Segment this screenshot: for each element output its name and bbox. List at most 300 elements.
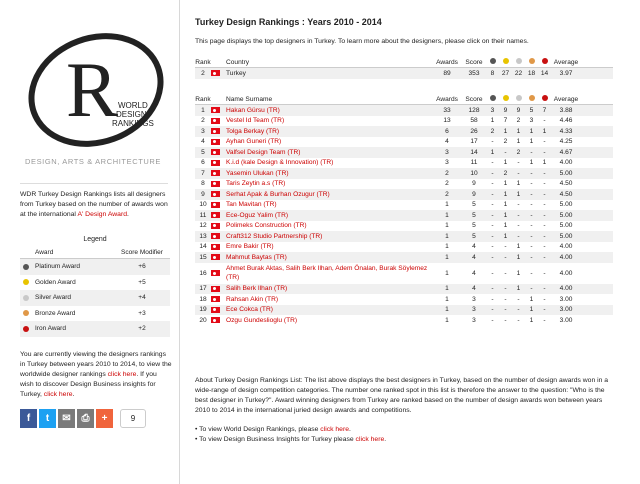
medal-count-cell: 1 xyxy=(503,159,508,167)
medal-count-cell: 1 xyxy=(542,159,547,167)
medal-count-cell: - xyxy=(491,159,494,167)
score-cell: 5 xyxy=(472,201,476,209)
twitter-icon: t xyxy=(45,413,50,424)
table-row xyxy=(195,210,613,221)
medal-count-cell: - xyxy=(530,169,533,177)
score-cell: 9 xyxy=(472,180,476,188)
designer-link[interactable]: Taris Zeytin a.s (TR) xyxy=(226,180,286,188)
turkey-flag-icon xyxy=(211,244,220,250)
rank-cell: 18 xyxy=(199,295,207,303)
medal-count-cell: - xyxy=(517,159,520,167)
turkey-flag-icon xyxy=(211,160,220,166)
world-rankings-line xyxy=(195,425,615,435)
rank-cell: 2 xyxy=(201,69,205,77)
designer-link[interactable]: Serhat Apak & Burhan Özugur (TR) xyxy=(226,190,330,198)
legend-header-award: Award xyxy=(35,249,54,256)
designer-link[interactable]: Mahmut Baytas (TR) xyxy=(226,253,287,261)
average-cell: 4.33 xyxy=(559,127,573,135)
worldwide-rankings-link[interactable]: click here xyxy=(107,371,137,378)
medal-count-cell: 27 xyxy=(501,69,510,77)
awards-cell: 4 xyxy=(445,138,449,146)
facebook-share-button[interactable] xyxy=(20,409,37,428)
medal-count-cell: - xyxy=(530,211,533,219)
medal-count-cell: 1 xyxy=(503,211,508,219)
rank-cell: 11 xyxy=(199,211,207,219)
table-row xyxy=(195,231,613,242)
medal-count-cell: 1 xyxy=(529,316,534,324)
country-row xyxy=(195,68,613,79)
medal-count-cell: - xyxy=(543,316,546,324)
logo-letter: R xyxy=(66,46,119,133)
average-cell: 3.00 xyxy=(559,295,573,303)
table-row xyxy=(195,200,613,211)
medal-count-cell: 1 xyxy=(490,117,495,125)
designer-link[interactable]: K.i.d (kale Design & Innovation) (TR) xyxy=(226,159,334,167)
medal-count-cell: 3 xyxy=(490,106,495,114)
awards-cell: 3 xyxy=(445,148,449,156)
rank-cell: 15 xyxy=(199,253,207,261)
average-cell: 4.25 xyxy=(559,138,573,146)
awards-cell: 2 xyxy=(445,169,449,177)
score-cell: 4 xyxy=(472,253,476,261)
designer-link[interactable]: Tan Mavitan (TR) xyxy=(226,201,277,209)
score-cell: 58 xyxy=(470,117,478,125)
medal-count-cell: - xyxy=(491,295,494,303)
average-cell: 5.00 xyxy=(559,201,573,209)
legend-table xyxy=(20,247,170,337)
medal-count-cell: - xyxy=(504,316,507,324)
viewing-text-3: . xyxy=(72,391,75,398)
col-rank-header: Rank xyxy=(195,95,211,103)
medal-count-cell: - xyxy=(491,285,494,293)
legend-score-modifier: +4 xyxy=(138,294,146,302)
awards-cell: 89 xyxy=(443,69,451,77)
rank-cell: 4 xyxy=(201,138,205,146)
designer-link[interactable]: Emre Bakir (TR) xyxy=(226,243,274,251)
average-cell: 5.00 xyxy=(559,222,573,230)
medal-count-cell: - xyxy=(517,306,520,314)
medal-count-cell: 1 xyxy=(490,148,495,156)
medal-count-cell: - xyxy=(530,190,533,198)
medal-count-cell: - xyxy=(491,201,494,209)
country-name: Turkey xyxy=(226,69,246,77)
plus-share-button[interactable] xyxy=(96,409,113,428)
designer-link[interactable]: Tolga Berkay (TR) xyxy=(226,127,280,135)
table-row xyxy=(195,126,613,137)
wdr-logo[interactable] xyxy=(26,30,166,150)
table-row xyxy=(195,168,613,179)
table-row xyxy=(195,116,613,127)
average-cell: 4.00 xyxy=(559,243,573,251)
designer-link[interactable]: Ozgu Gundeslioglu (TR) xyxy=(226,316,298,324)
medal-dot-icon xyxy=(516,95,522,101)
medal-count-cell: 5 xyxy=(529,106,534,114)
col-name-header: Country xyxy=(226,58,250,66)
intro-text xyxy=(20,190,170,220)
medal-count-cell: 1 xyxy=(529,159,534,167)
medal-count-cell: - xyxy=(517,201,520,209)
score-cell: 3 xyxy=(472,295,476,303)
medal-count-cell: - xyxy=(543,201,546,209)
average-cell: 3.97 xyxy=(559,69,573,77)
legend-row xyxy=(20,275,170,291)
score-cell: 4 xyxy=(472,243,476,251)
medal-count-cell: - xyxy=(530,201,533,209)
medal-count-cell: 1 xyxy=(503,222,508,230)
legend-row xyxy=(20,290,170,306)
viewing-text-1: You are currently viewing the designers rankings in Turkey between years 2010 to 2014, to view the worldwide designer rankings xyxy=(20,351,172,378)
medal-count-cell: 1 xyxy=(516,180,521,188)
award-dot-icon xyxy=(23,295,29,301)
turkey-insights-link[interactable]: click here xyxy=(355,436,385,443)
rank-cell: 1 xyxy=(201,106,205,114)
legend-award-name: Iron Award xyxy=(35,325,66,333)
designer-table xyxy=(195,94,613,326)
designer-link[interactable]: Hakan Gürsu (TR) xyxy=(226,106,280,114)
medal-count-cell: 1 xyxy=(516,243,521,251)
award-dot-icon xyxy=(23,264,29,270)
link2-end: . xyxy=(384,436,387,443)
score-cell: 5 xyxy=(472,222,476,230)
medal-count-cell: - xyxy=(543,169,546,177)
designer-link[interactable]: Salih Berk Ilhan (TR) xyxy=(226,285,288,293)
print-share-button[interactable] xyxy=(77,409,94,428)
medal-count-cell: - xyxy=(543,295,546,303)
medal-count-cell: - xyxy=(543,243,546,251)
legend-score-modifier: +5 xyxy=(138,278,146,286)
table-row xyxy=(195,263,613,284)
about-text: About Turkey Design Rankings List: The list above displays the best designers in Turkey, based on the number of design awards won in a wide-range of design competition categories. The number one ranked spot in this list is therefore the answer to the question: "Who is the best designer in Turkey?". Award winning designers from Turkey are ranked based on the number of design awards won between years 2010 to 2014 in the international juried design awards and competitions. xyxy=(195,377,609,414)
table-row xyxy=(195,147,613,158)
turkey-flag-icon xyxy=(211,233,220,239)
medal-dot-icon xyxy=(490,58,496,64)
plus-icon: + xyxy=(101,413,108,424)
legend-score-modifier: +6 xyxy=(138,263,146,271)
table-row xyxy=(195,189,613,200)
rank-cell: 5 xyxy=(201,148,205,156)
medal-count-cell: 2 xyxy=(503,138,508,146)
medal-count-cell: 1 xyxy=(542,127,547,135)
medal-dot-icon xyxy=(490,95,496,101)
awards-cell: 1 xyxy=(445,316,449,324)
table-row xyxy=(195,284,613,295)
medal-count-cell: 1 xyxy=(516,253,521,261)
designer-link[interactable]: Polimeks Construction (TR) xyxy=(226,222,307,230)
medal-count-cell: 14 xyxy=(540,69,549,77)
medal-dot-icon xyxy=(529,95,535,101)
divider xyxy=(20,183,168,184)
page-title: Turkey Design Rankings : Years 2010 - 2014 xyxy=(195,17,382,27)
turkey-flag-icon xyxy=(211,223,220,229)
medal-count-cell: - xyxy=(504,243,507,251)
medal-count-cell: - xyxy=(491,169,494,177)
business-insights-line xyxy=(195,435,615,445)
medal-count-cell: 1 xyxy=(516,285,521,293)
medal-count-cell: 1 xyxy=(516,269,521,277)
a-design-award-link[interactable]: A' Design Award xyxy=(77,211,127,218)
medal-count-cell: 7 xyxy=(503,117,508,125)
intro-end: . xyxy=(127,211,129,218)
medal-count-cell: - xyxy=(543,180,546,188)
designer-link[interactable]: Ece-Oguz Yalim (TR) xyxy=(226,211,289,219)
average-cell: 4.50 xyxy=(559,190,573,198)
medal-count-cell: - xyxy=(504,269,507,277)
awards-cell: 2 xyxy=(445,190,449,198)
average-cell: 3.88 xyxy=(559,106,573,114)
rank-cell: 17 xyxy=(199,285,207,293)
awards-cell: 6 xyxy=(445,127,449,135)
table-header xyxy=(195,57,613,68)
medal-count-cell: 1 xyxy=(529,295,534,303)
medal-count-cell: - xyxy=(543,222,546,230)
score-cell: 353 xyxy=(468,69,480,77)
score-cell: 128 xyxy=(468,106,480,114)
medal-count-cell: - xyxy=(517,211,520,219)
awards-cell: 1 xyxy=(445,243,449,251)
legend-title: Legend xyxy=(83,236,107,243)
medal-count-cell: 1 xyxy=(529,306,534,314)
medal-count-cell: 2 xyxy=(490,127,495,135)
average-cell: 4.00 xyxy=(559,253,573,261)
awards-cell: 13 xyxy=(443,117,451,125)
table-row xyxy=(195,221,613,232)
medal-count-cell: - xyxy=(491,316,494,324)
average-cell: 4.00 xyxy=(559,269,573,277)
print-icon: ⎙ xyxy=(81,413,90,424)
col-awards-header: Awards xyxy=(436,58,458,66)
table-row xyxy=(195,137,613,148)
link2-text: • To view Design Business Insights for Turkey please xyxy=(195,436,356,443)
medal-count-cell: - xyxy=(543,117,546,125)
average-cell: 4.00 xyxy=(559,285,573,293)
medal-count-cell: 8 xyxy=(490,69,495,77)
medal-dot-icon xyxy=(516,58,522,64)
medal-count-cell: - xyxy=(491,138,494,146)
medal-count-cell: - xyxy=(530,180,533,188)
col-average-header: Average xyxy=(553,58,579,66)
awards-cell: 1 xyxy=(445,269,449,277)
medal-count-cell: 1 xyxy=(503,127,508,135)
legend-award-name: Silver Award xyxy=(35,294,72,302)
legend-row xyxy=(20,321,170,337)
designer-link[interactable]: Craft312 Studio Partnership (TR) xyxy=(226,232,323,240)
table-row xyxy=(195,242,613,253)
intro-body: WDR Turkey Design Rankings lists all designers from Turkey based on the number of awards won at the international xyxy=(20,191,168,218)
turkey-flag-icon xyxy=(211,270,220,276)
medal-count-cell: 2 xyxy=(503,169,508,177)
page-description: This page displays the top designers in Turkey. To learn more about the designers, please click on their names. xyxy=(195,38,529,45)
legend-row xyxy=(20,259,170,275)
medal-count-cell: - xyxy=(530,222,533,230)
average-cell: 3.00 xyxy=(559,306,573,314)
medal-count-cell: - xyxy=(491,180,494,188)
rank-cell: 13 xyxy=(199,232,207,240)
medal-count-cell: 18 xyxy=(527,69,536,77)
medal-count-cell: - xyxy=(543,253,546,261)
world-rankings-link[interactable]: click here xyxy=(320,426,350,433)
medal-count-cell: - xyxy=(504,306,507,314)
average-cell: 4.50 xyxy=(559,180,573,188)
average-cell: 5.00 xyxy=(559,169,573,177)
sidebar xyxy=(0,0,180,484)
medal-count-cell: - xyxy=(530,253,533,261)
turkey-flag-icon xyxy=(211,149,220,155)
viewing-text-2: . If you wish to discover Design Business insights for Turkey, xyxy=(20,371,157,398)
medal-count-cell: - xyxy=(504,148,507,156)
logo-line1: WORLD xyxy=(118,101,148,110)
awards-cell: 3 xyxy=(445,159,449,167)
legend-award-name: Platinum Award xyxy=(35,263,81,271)
turkey-flag-icon xyxy=(211,70,220,76)
rank-cell: 8 xyxy=(201,180,205,188)
turkey-flag-icon xyxy=(211,202,220,208)
rank-cell: 7 xyxy=(201,169,205,177)
medal-count-cell: - xyxy=(543,138,546,146)
col-name-header: Name Surname xyxy=(226,95,273,103)
table-row xyxy=(195,158,613,169)
awards-cell: 1 xyxy=(445,211,449,219)
turkey-flag-icon xyxy=(211,139,220,145)
twitter-share-button[interactable] xyxy=(39,409,56,428)
rank-cell: 19 xyxy=(199,306,207,314)
legend-score-modifier: +3 xyxy=(138,309,146,317)
score-cell: 3 xyxy=(472,316,476,324)
logo-line2: DESIGN xyxy=(116,110,147,119)
viewing-info xyxy=(20,350,172,400)
awards-cell: 1 xyxy=(445,222,449,230)
score-cell: 5 xyxy=(472,211,476,219)
medal-count-cell: 1 xyxy=(516,127,521,135)
medal-count-cell: - xyxy=(530,269,533,277)
medal-dot-icon xyxy=(542,58,548,64)
average-cell: 4.00 xyxy=(559,159,573,167)
turkey-flag-icon xyxy=(211,107,220,113)
medal-count-cell: 9 xyxy=(503,106,508,114)
medal-count-cell: - xyxy=(504,295,507,303)
medal-count-cell: - xyxy=(530,243,533,251)
medal-count-cell: 1 xyxy=(529,138,534,146)
country-table xyxy=(195,57,613,79)
awards-cell: 1 xyxy=(445,232,449,240)
medal-count-cell: - xyxy=(530,148,533,156)
medal-count-cell: - xyxy=(491,211,494,219)
designer-link[interactable]: Ece Cokca (TR) xyxy=(226,306,273,314)
medal-count-cell: - xyxy=(517,295,520,303)
awards-cell: 1 xyxy=(445,295,449,303)
col-average-header: Average xyxy=(553,95,579,103)
awards-cell: 1 xyxy=(445,285,449,293)
table-row xyxy=(195,305,613,316)
score-cell: 14 xyxy=(470,148,478,156)
logo-line3: RANKINGS xyxy=(112,119,154,128)
designer-link[interactable]: Yasemin Ulukan (TR) xyxy=(226,169,289,177)
turkey-flag-icon xyxy=(211,170,220,176)
turkey-flag-icon xyxy=(211,286,220,292)
designer-link[interactable]: Ahmet Burak Aktas, Salih Berk Ilhan, Adem Önalan, Burak Söylemez (TR) xyxy=(226,265,428,281)
medal-count-cell: - xyxy=(491,243,494,251)
legend-award-name: Golden Award xyxy=(35,278,76,286)
award-dot-icon xyxy=(23,310,29,316)
turkey-flag-icon xyxy=(211,212,220,218)
medal-count-cell: 1 xyxy=(503,201,508,209)
col-score-header: Score xyxy=(465,95,483,103)
medal-count-cell: - xyxy=(543,285,546,293)
medal-count-cell: 3 xyxy=(529,117,534,125)
medal-count-cell: - xyxy=(517,232,520,240)
table-row xyxy=(195,105,613,116)
designer-link[interactable]: Rahsan Akin (TR) xyxy=(226,295,279,303)
rank-cell: 3 xyxy=(201,127,205,135)
medal-dot-icon xyxy=(542,95,548,101)
footer-links xyxy=(195,425,615,445)
awards-cell: 2 xyxy=(445,180,449,188)
legend-header-mod: Score Modifier xyxy=(121,249,163,256)
medal-dot-icon xyxy=(503,95,509,101)
turkey-flag-icon xyxy=(211,191,220,197)
rank-cell: 20 xyxy=(199,316,207,324)
medal-count-cell: 1 xyxy=(529,127,534,135)
designer-link[interactable]: Ayhan Guneri (TR) xyxy=(226,138,282,146)
medal-count-cell: - xyxy=(517,222,520,230)
medal-count-cell: - xyxy=(530,232,533,240)
share-bar xyxy=(20,409,146,428)
medal-count-cell: 7 xyxy=(542,106,547,114)
table-row xyxy=(195,294,613,305)
score-cell: 4 xyxy=(472,285,476,293)
col-rank-header: Rank xyxy=(195,58,211,66)
score-cell: 9 xyxy=(472,190,476,198)
medal-count-cell: - xyxy=(543,148,546,156)
medal-count-cell: - xyxy=(530,285,533,293)
average-cell: 4.67 xyxy=(559,148,573,156)
medal-count-cell: - xyxy=(491,190,494,198)
business-insights-link[interactable]: click here xyxy=(43,391,73,398)
table-row xyxy=(195,179,613,190)
rank-cell: 9 xyxy=(201,190,205,198)
legend-score-modifier: +2 xyxy=(138,325,146,333)
medal-count-cell: - xyxy=(504,285,507,293)
average-cell: 4.46 xyxy=(559,117,573,125)
email-share-button[interactable] xyxy=(58,409,75,428)
score-cell: 4 xyxy=(472,269,476,277)
medal-count-cell: - xyxy=(491,306,494,314)
medal-count-cell: 9 xyxy=(516,106,521,114)
turkey-flag-icon xyxy=(211,317,220,323)
designer-link[interactable]: Vestel Id Team (TR) xyxy=(226,117,285,125)
score-cell: 17 xyxy=(470,138,478,146)
medal-dot-icon xyxy=(503,58,509,64)
awards-cell: 1 xyxy=(445,306,449,314)
medal-count-cell: - xyxy=(543,232,546,240)
score-cell: 11 xyxy=(470,159,478,167)
medal-count-cell: - xyxy=(491,222,494,230)
facebook-icon: f xyxy=(26,413,31,424)
legend-award-name: Bronze Award xyxy=(35,309,76,317)
award-dot-icon xyxy=(23,279,29,285)
rank-cell: 14 xyxy=(199,243,207,251)
turkey-flag-icon xyxy=(211,118,220,124)
rank-cell: 12 xyxy=(199,222,207,230)
turkey-flag-icon xyxy=(211,254,220,260)
designer-link[interactable]: Valfsel Design Team (TR) xyxy=(226,148,301,156)
awards-cell: 33 xyxy=(443,106,451,114)
link1-end: . xyxy=(349,426,351,433)
medal-count-cell: 2 xyxy=(516,148,521,156)
medal-count-cell: - xyxy=(543,211,546,219)
rank-cell: 16 xyxy=(199,269,207,277)
link1-text: • To view World Design Rankings, please xyxy=(195,426,321,433)
table-header xyxy=(195,94,613,105)
